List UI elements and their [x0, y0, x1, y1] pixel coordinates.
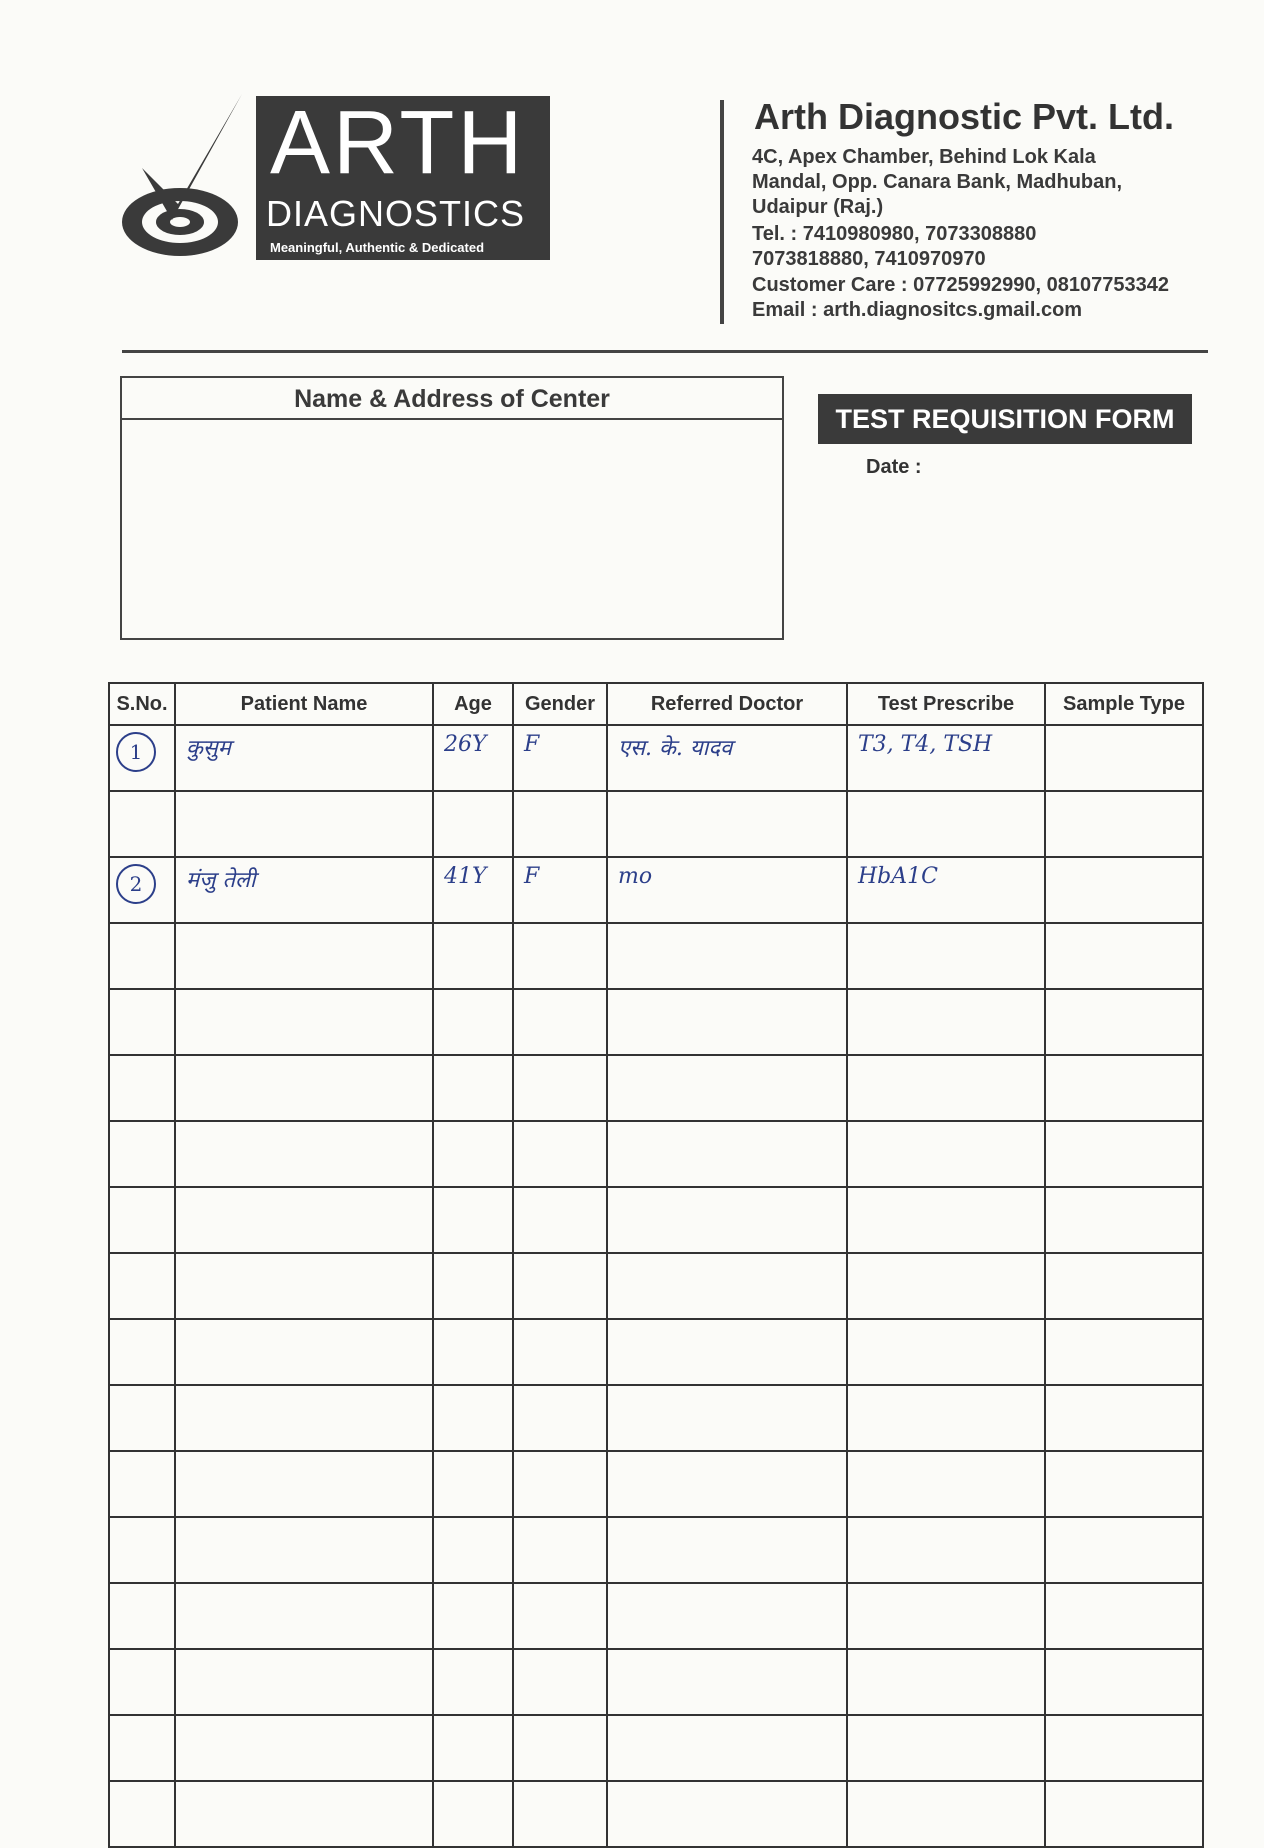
- gender-cell[interactable]: [513, 1781, 607, 1847]
- patient-name-cell[interactable]: [175, 1781, 433, 1847]
- sample-type-cell[interactable]: [1045, 725, 1203, 791]
- age-cell[interactable]: 41Y: [433, 857, 513, 923]
- test-prescribe-cell[interactable]: T3, T4, TSH: [847, 725, 1045, 791]
- sno-cell[interactable]: [109, 1649, 175, 1715]
- gender-cell[interactable]: [513, 1385, 607, 1451]
- gender-cell[interactable]: [513, 1715, 607, 1781]
- table-row: [109, 1781, 1203, 1847]
- sno-cell[interactable]: [109, 791, 175, 857]
- company-name: Arth Diagnostic Pvt. Ltd.: [754, 96, 1175, 137]
- logo-title: ARTH: [270, 93, 526, 193]
- sno-cell[interactable]: [109, 1055, 175, 1121]
- age-cell[interactable]: [433, 1319, 513, 1385]
- sample-type-cell[interactable]: [1045, 1253, 1203, 1319]
- test-prescribe-cell[interactable]: HbA1C: [847, 857, 1045, 923]
- sno-cell[interactable]: [109, 923, 175, 989]
- table-row: [109, 1451, 1203, 1517]
- referred-doctor-cell[interactable]: [607, 1715, 847, 1781]
- age-cell[interactable]: [433, 1187, 513, 1253]
- referred-doctor-cell[interactable]: [607, 1253, 847, 1319]
- patient-name-cell[interactable]: [175, 1253, 433, 1319]
- gender-cell[interactable]: [513, 1451, 607, 1517]
- referred-doctor-cell[interactable]: [607, 1121, 847, 1187]
- patient-name-cell[interactable]: [175, 1517, 433, 1583]
- gender-cell[interactable]: [513, 1517, 607, 1583]
- age-cell[interactable]: [433, 1649, 513, 1715]
- column-header: Sample Type: [1045, 683, 1203, 725]
- gender-cell[interactable]: [513, 1121, 607, 1187]
- column-header: Gender: [513, 683, 607, 725]
- gender-cell[interactable]: F: [513, 857, 607, 923]
- patient-name-cell[interactable]: [175, 1451, 433, 1517]
- referred-doctor-cell[interactable]: [607, 1055, 847, 1121]
- age-cell[interactable]: [433, 989, 513, 1055]
- header-divider: [720, 100, 724, 324]
- test-prescribe-cell[interactable]: [847, 1649, 1045, 1715]
- phone-line: 7073818880, 7410970970: [752, 248, 986, 270]
- table-row: [109, 989, 1203, 1055]
- patient-name-cell[interactable]: [175, 1187, 433, 1253]
- sno-cell[interactable]: [109, 1121, 175, 1187]
- patient-name-cell[interactable]: मंजु तेली: [175, 857, 433, 923]
- test-prescribe-cell[interactable]: [847, 923, 1045, 989]
- table-row: [109, 791, 1203, 857]
- age-cell[interactable]: [433, 1583, 513, 1649]
- sno-cell[interactable]: [109, 1385, 175, 1451]
- test-prescribe-cell[interactable]: [847, 1121, 1045, 1187]
- table-row: [109, 725, 1203, 791]
- gender-cell[interactable]: [513, 791, 607, 857]
- target-check-logo-icon: [120, 92, 250, 262]
- header-rule: [122, 350, 1208, 353]
- sno-cell[interactable]: [109, 1517, 175, 1583]
- patient-name-cell[interactable]: [175, 791, 433, 857]
- age-cell[interactable]: [433, 923, 513, 989]
- address-line: Udaipur (Raj.): [752, 196, 884, 218]
- sample-type-cell[interactable]: [1045, 1451, 1203, 1517]
- column-header: Test Prescribe: [847, 683, 1045, 725]
- referred-doctor-cell[interactable]: mo: [607, 857, 847, 923]
- referred-doctor-cell[interactable]: [607, 1517, 847, 1583]
- column-header: S.No.: [109, 683, 175, 725]
- logo-wordmark: [256, 93, 550, 260]
- table-row: [109, 1055, 1203, 1121]
- table-row: [109, 1187, 1203, 1253]
- sample-type-cell[interactable]: [1045, 1517, 1203, 1583]
- referred-doctor-cell[interactable]: [607, 1451, 847, 1517]
- referred-doctor-cell[interactable]: [607, 1781, 847, 1847]
- age-cell[interactable]: [433, 1121, 513, 1187]
- test-prescribe-cell[interactable]: [847, 1319, 1045, 1385]
- gender-cell[interactable]: [513, 923, 607, 989]
- column-header: Age: [433, 683, 513, 725]
- table-row: [109, 923, 1203, 989]
- age-cell[interactable]: [433, 1781, 513, 1847]
- sno-cell[interactable]: [109, 1253, 175, 1319]
- center-address-box[interactable]: [120, 376, 784, 640]
- referred-doctor-cell[interactable]: एस. के. यादव: [607, 725, 847, 791]
- table-row: [109, 1715, 1203, 1781]
- gender-cell[interactable]: [513, 1187, 607, 1253]
- email-line: Email : arth.diagnositcs.gmail.com: [752, 299, 1083, 321]
- sno-cell[interactable]: [109, 989, 175, 1055]
- patient-name-cell[interactable]: [175, 1121, 433, 1187]
- table-header-row: [109, 683, 1203, 725]
- table-row: [109, 1583, 1203, 1649]
- column-header: Patient Name: [175, 683, 433, 725]
- patient-name-cell[interactable]: [175, 989, 433, 1055]
- referred-doctor-cell[interactable]: [607, 923, 847, 989]
- patient-table: [108, 682, 1202, 1848]
- gender-cell[interactable]: [513, 1055, 607, 1121]
- sample-type-cell[interactable]: [1045, 989, 1203, 1055]
- patient-name-cell[interactable]: [175, 1715, 433, 1781]
- table-row: [109, 857, 1203, 923]
- test-prescribe-cell[interactable]: [847, 1715, 1045, 1781]
- table-row: [109, 1253, 1203, 1319]
- table-row: [109, 1649, 1203, 1715]
- patient-name-cell[interactable]: कुसुम: [175, 725, 433, 791]
- address-line: 4C, Apex Chamber, Behind Lok Kala: [752, 146, 1096, 168]
- table-row: [109, 1517, 1203, 1583]
- logo-subtitle: DIAGNOSTICS: [266, 193, 526, 234]
- gender-cell[interactable]: [513, 989, 607, 1055]
- logo-tagline: Meaningful, Authentic & Dedicated: [270, 240, 485, 255]
- referred-doctor-cell[interactable]: [607, 1187, 847, 1253]
- circled-serial-number: 2: [116, 864, 156, 904]
- sno-cell[interactable]: [109, 1451, 175, 1517]
- patient-name-cell[interactable]: [175, 1319, 433, 1385]
- table-row: [109, 1319, 1203, 1385]
- table-row: [109, 1121, 1203, 1187]
- customer-care-line: Customer Care : 07725992990, 08107753342: [752, 274, 1169, 296]
- age-cell[interactable]: [433, 1715, 513, 1781]
- age-cell[interactable]: 26Y: [433, 725, 513, 791]
- gender-cell[interactable]: [513, 1319, 607, 1385]
- sample-type-cell[interactable]: [1045, 1781, 1203, 1847]
- gender-cell[interactable]: [513, 1583, 607, 1649]
- patient-name-cell[interactable]: [175, 1385, 433, 1451]
- center-box-title: Name & Address of Center: [122, 378, 782, 420]
- form-title: TEST REQUISITION FORM: [818, 394, 1192, 444]
- gender-cell[interactable]: F: [513, 725, 607, 791]
- age-cell[interactable]: [433, 1385, 513, 1451]
- sno-cell[interactable]: [109, 1715, 175, 1781]
- sample-type-cell[interactable]: [1045, 857, 1203, 923]
- patient-name-cell[interactable]: [175, 1583, 433, 1649]
- sno-cell[interactable]: [109, 1187, 175, 1253]
- test-prescribe-cell[interactable]: [847, 1517, 1045, 1583]
- test-prescribe-cell[interactable]: [847, 1385, 1045, 1451]
- sample-type-cell[interactable]: [1045, 923, 1203, 989]
- sample-type-cell[interactable]: [1045, 1649, 1203, 1715]
- sample-type-cell[interactable]: [1045, 791, 1203, 857]
- sample-type-cell[interactable]: [1045, 1583, 1203, 1649]
- circled-serial-number: 1: [116, 732, 156, 772]
- sample-type-cell[interactable]: [1045, 1715, 1203, 1781]
- gender-cell[interactable]: [513, 1649, 607, 1715]
- table-row: [109, 1385, 1203, 1451]
- address-line: Mandal, Opp. Canara Bank, Madhuban,: [752, 171, 1123, 193]
- age-cell[interactable]: [433, 1451, 513, 1517]
- sno-cell[interactable]: [109, 725, 175, 791]
- referred-doctor-cell[interactable]: [607, 989, 847, 1055]
- sno-cell[interactable]: [109, 1583, 175, 1649]
- test-prescribe-cell[interactable]: [847, 1583, 1045, 1649]
- patient-name-cell[interactable]: [175, 1649, 433, 1715]
- age-cell[interactable]: [433, 1055, 513, 1121]
- sno-cell[interactable]: [109, 1319, 175, 1385]
- test-prescribe-cell[interactable]: [847, 1253, 1045, 1319]
- date-label: Date :: [866, 456, 922, 478]
- sample-type-cell[interactable]: [1045, 1319, 1203, 1385]
- referred-doctor-cell[interactable]: [607, 1649, 847, 1715]
- referred-doctor-cell[interactable]: [607, 1385, 847, 1451]
- sample-type-cell[interactable]: [1045, 1121, 1203, 1187]
- test-prescribe-cell[interactable]: [847, 989, 1045, 1055]
- referred-doctor-cell[interactable]: [607, 1583, 847, 1649]
- phone-line: Tel. : 7410980980, 7073308880: [752, 223, 1037, 245]
- test-prescribe-cell[interactable]: [847, 791, 1045, 857]
- sample-type-cell[interactable]: [1045, 1187, 1203, 1253]
- sample-type-cell[interactable]: [1045, 1055, 1203, 1121]
- column-header: Referred Doctor: [607, 683, 847, 725]
- age-cell[interactable]: [433, 791, 513, 857]
- test-prescribe-cell[interactable]: [847, 1055, 1045, 1121]
- test-prescribe-cell[interactable]: [847, 1451, 1045, 1517]
- age-cell[interactable]: [433, 1253, 513, 1319]
- sno-cell[interactable]: [109, 857, 175, 923]
- gender-cell[interactable]: [513, 1253, 607, 1319]
- patient-name-cell[interactable]: [175, 1055, 433, 1121]
- sample-type-cell[interactable]: [1045, 1385, 1203, 1451]
- test-prescribe-cell[interactable]: [847, 1781, 1045, 1847]
- age-cell[interactable]: [433, 1517, 513, 1583]
- test-prescribe-cell[interactable]: [847, 1187, 1045, 1253]
- referred-doctor-cell[interactable]: [607, 791, 847, 857]
- sno-cell[interactable]: [109, 1781, 175, 1847]
- referred-doctor-cell[interactable]: [607, 1319, 847, 1385]
- patient-name-cell[interactable]: [175, 923, 433, 989]
